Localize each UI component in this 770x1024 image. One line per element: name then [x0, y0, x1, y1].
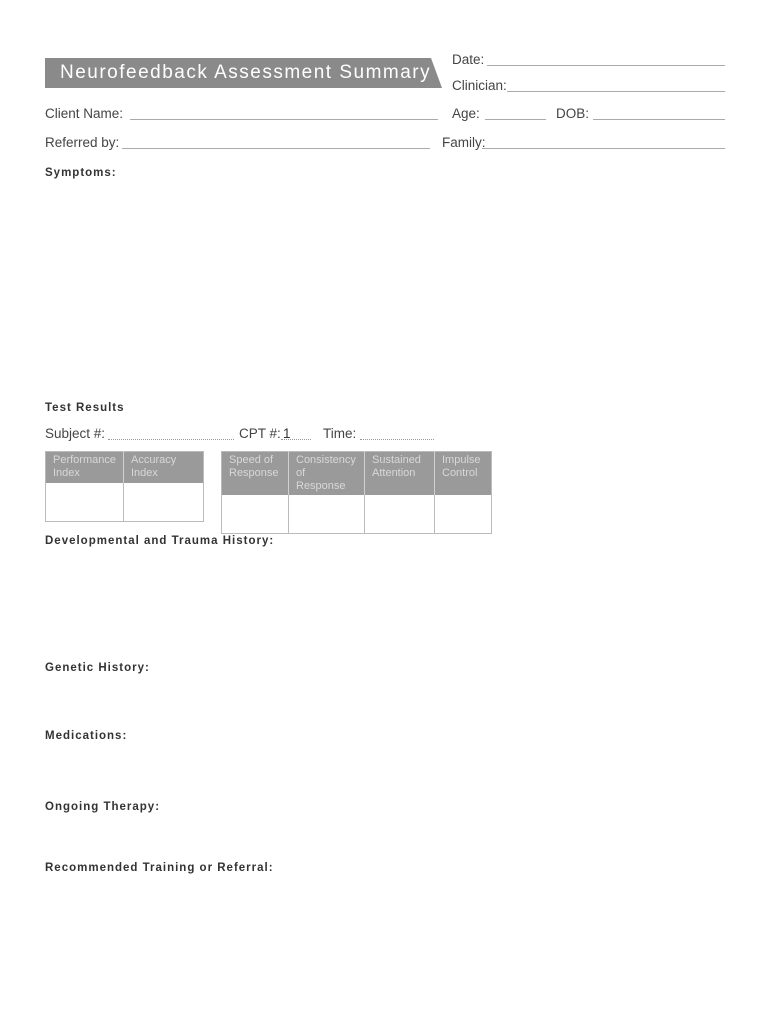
age-label: Age:: [452, 106, 480, 121]
impulse-control-cell[interactable]: [435, 495, 492, 534]
age-field[interactable]: [485, 119, 546, 120]
referred-by-label: Referred by:: [45, 135, 120, 150]
consistency-of-response-cell[interactable]: [289, 495, 365, 534]
time-field[interactable]: [360, 439, 434, 440]
dob-label: DOB:: [556, 106, 590, 121]
subject-label: Subject #:: [45, 426, 106, 441]
response-table: [221, 451, 492, 534]
page-title: Neurofeedback Assessment Summary: [60, 62, 432, 83]
family-label: Family:: [442, 135, 486, 150]
recommended-training-heading: Recommended Training or Referral:: [45, 862, 274, 874]
speed-of-response-cell[interactable]: [222, 495, 289, 534]
recommended-training-area[interactable]: [45, 879, 725, 999]
date-field[interactable]: [487, 65, 725, 66]
ongoing-therapy-area[interactable]: [45, 818, 725, 858]
medications-heading: Medications:: [45, 730, 128, 742]
performance-index-cell[interactable]: [46, 483, 124, 522]
cpt-value: 1: [283, 426, 291, 441]
medications-area[interactable]: [45, 747, 725, 797]
performance-index-header: Performance Index: [46, 452, 124, 484]
cpt-label: CPT #:: [239, 426, 281, 441]
clinician-label: Clinician:: [452, 78, 507, 93]
developmental-history-heading: Developmental and Trauma History:: [45, 535, 275, 547]
cpt-field[interactable]: [281, 439, 311, 440]
family-field[interactable]: [482, 148, 725, 149]
client-name-label: Client Name:: [45, 106, 124, 121]
impulse-control-header: Impulse Control: [435, 452, 492, 496]
client-name-field[interactable]: [130, 119, 438, 120]
speed-of-response-header: Speed of Response: [222, 452, 289, 496]
dob-field[interactable]: [593, 119, 725, 120]
symptoms-area[interactable]: [45, 185, 725, 390]
developmental-history-area[interactable]: [45, 552, 725, 657]
index-table: [45, 451, 204, 522]
subject-field[interactable]: [108, 439, 234, 440]
accuracy-index-cell[interactable]: [124, 483, 204, 522]
genetic-history-heading: Genetic History:: [45, 662, 150, 674]
time-label: Time:: [323, 426, 357, 441]
test-results-heading: Test Results: [45, 402, 125, 414]
date-label: Date:: [452, 52, 485, 67]
symptoms-heading: Symptoms:: [45, 167, 117, 179]
clinician-field[interactable]: [507, 91, 725, 92]
sustained-attention-cell[interactable]: [365, 495, 435, 534]
consistency-of-response-header: Consistency of Response: [289, 452, 365, 496]
accuracy-index-header: Accuracy Index: [124, 452, 204, 484]
genetic-history-area[interactable]: [45, 679, 725, 724]
sustained-attention-header: Sustained Attention: [365, 452, 435, 496]
referred-by-field[interactable]: [122, 148, 430, 149]
ongoing-therapy-heading: Ongoing Therapy:: [45, 801, 161, 813]
